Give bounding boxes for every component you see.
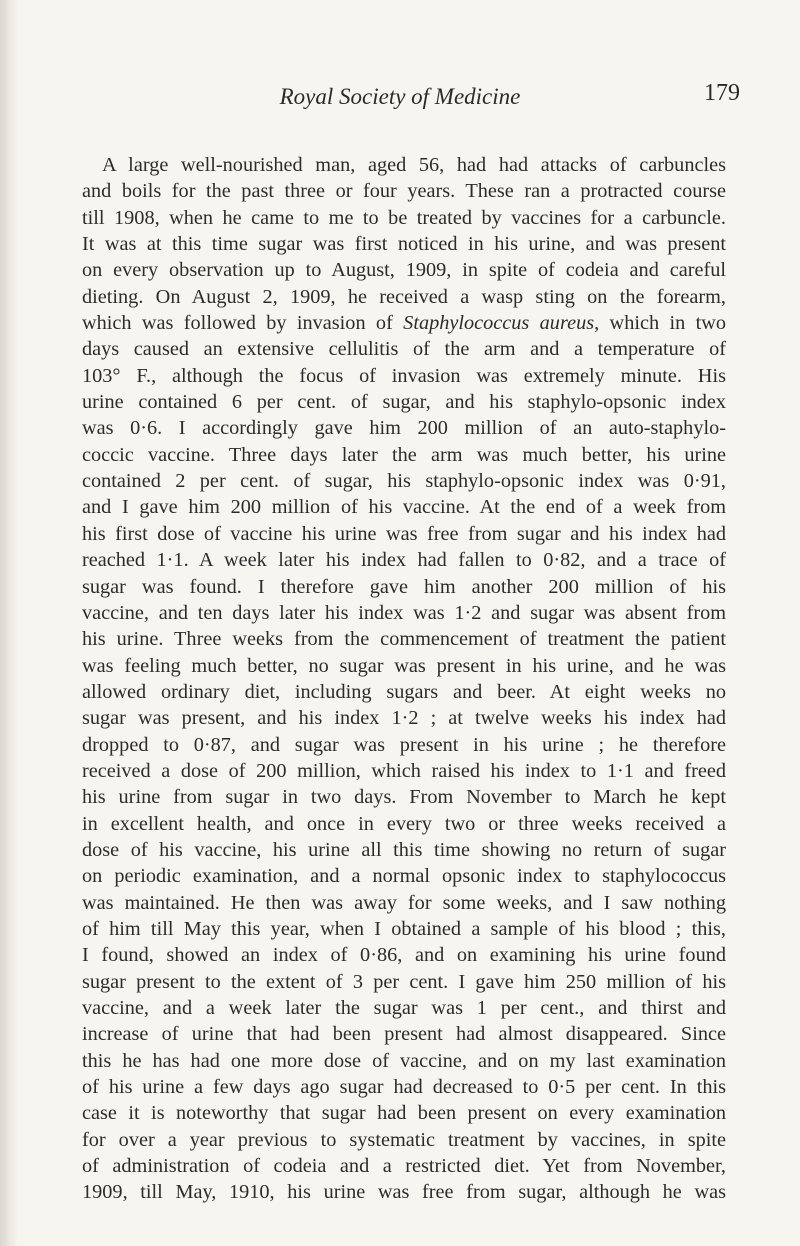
text-line: 1909, till May, 1910, his urine was free from sugar, although he was (82, 1181, 726, 1204)
page-number: 179 (704, 80, 740, 106)
running-title: Royal Society of Medicine (279, 84, 521, 109)
text-line: days caused an extensive cellulitis of the arm and a temperature of (82, 338, 726, 361)
text-line: his urine. Three weeks from the commencement of treatment the patient (82, 628, 726, 651)
text-line: A large well-nourished man, aged 56, had had attacks of carbuncles (102, 154, 726, 176)
text-line: vaccine, and a week later the sugar was 1 per cent., and thirst and (82, 997, 726, 1019)
text-line: dieting. On August 2, 1909, he received a wasp sting on the forearm, (82, 285, 726, 308)
text-line: till 1908, when he came to me to be treated by vaccines for a carbuncle. (82, 206, 726, 229)
text-line: coccic vaccine. Three days later the arm was much better, his urine (82, 443, 726, 466)
text-line: case it is noteworthy that sugar had been present on every examination (82, 1102, 726, 1125)
text-line: and I gave him 200 million of his vaccine. At the end of a week from (82, 496, 726, 519)
text-line: allowed ordinary diet, including sugars and beer. At eight weeks no (82, 680, 726, 703)
text-line: of administration of codeia and a restricted diet. Yet from November, (82, 1155, 726, 1178)
text-line: received a dose of 200 million, which raised his index to 1·1 and freed (82, 759, 726, 782)
text-line: was feeling much better, no sugar was present in his urine, and he was (82, 654, 726, 677)
text-line: on every observation up to August, 1909, in spite of codeia and careful (82, 259, 726, 282)
text-line: contained 2 per cent. of sugar, his staphylo-opsonic index was 0·91, (82, 470, 726, 493)
text-line: 103° F., although the focus of invasion was extremely minute. His (82, 364, 726, 387)
text-line: his first dose of vaccine his urine was free from sugar and his index had (82, 522, 726, 545)
text-line: sugar was present, and his index 1·2 ; at twelve weeks his index had (82, 707, 726, 730)
text-line: which was followed by invasion of Staphylococcus aureus, which in two (82, 312, 726, 335)
text-line: dropped to 0·87, and sugar was present in his urine ; he therefore (82, 733, 726, 756)
text-line: reached 1·1. A week later his index had fallen to 0·82, and a trace of (82, 549, 726, 572)
text-line: dose of his vaccine, his urine all this time showing no return of sugar (82, 838, 726, 861)
text-line: vaccine, and ten days later his index was 1·2 and sugar was absent from (82, 601, 726, 624)
text-line: his urine from sugar in two days. From November to March he kept (82, 786, 726, 809)
text-line: was 0·6. I accordingly gave him 200 million of an auto-staphylo- (82, 417, 726, 440)
page-edge-shadow (0, 0, 18, 1246)
text-line: was maintained. He then was away for some weeks, and I saw nothing (82, 891, 726, 914)
text-line: this he has had one more dose of vaccine, and on my last examination (82, 1049, 726, 1072)
text-line: I found, showed an index of 0·86, and on examining his urine found (82, 944, 726, 967)
text-line: on periodic examination, and a normal opsonic index to staphylococcus (82, 865, 726, 888)
species-name: Staphylococcus aureus (403, 312, 595, 335)
text-line: increase of urine that had been present had almost disappeared. Since (82, 1023, 726, 1046)
text-line: urine contained 6 per cent. of sugar, and his staphylo-opsonic index (82, 391, 726, 414)
text-line: sugar present to the extent of 3 per cent. I gave him 250 million of his (82, 970, 726, 993)
text-line: in excellent health, and once in every two or three weeks received a (82, 812, 726, 835)
text-line: of him till May this year, when I obtained a sample of his blood ; this, (82, 917, 726, 940)
text-line: and boils for the past three or four years. These ran a protracted course (82, 180, 726, 203)
text-line: It was at this time sugar was first noticed in his urine, and was present (82, 233, 726, 256)
text-line: for over a year previous to systematic treatment by vaccines, in spite (82, 1128, 726, 1151)
text-line: of his urine a few days ago sugar had decreased to 0·5 per cent. In this (82, 1076, 726, 1099)
text-line: sugar was found. I therefore gave him another 200 million of his (82, 575, 726, 598)
running-header (60, 78, 740, 118)
body-paragraph (82, 152, 726, 1206)
